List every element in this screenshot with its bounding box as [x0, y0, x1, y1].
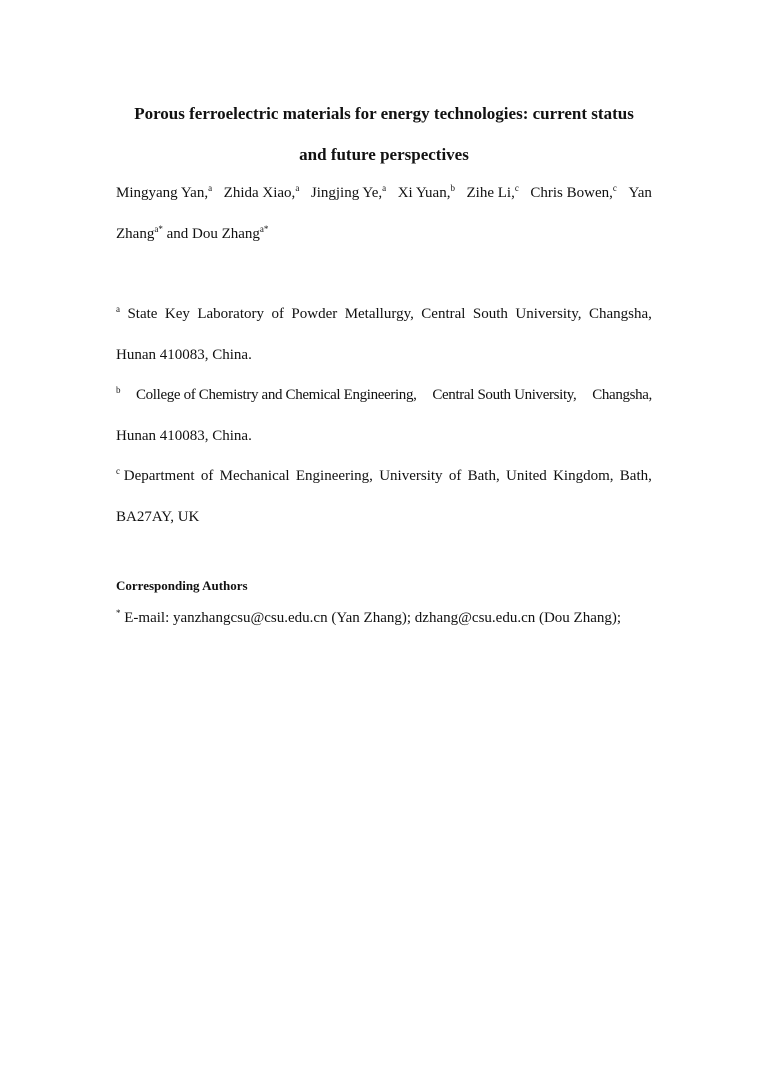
affiliation-a-word: Powder — [291, 306, 338, 322]
author-dou-zhang: and Dou Zhang$^{a*}$ — [166, 224, 269, 242]
corresponding-authors-heading: Corresponding Authors — [116, 578, 248, 593]
affiliation-a-word: University, — [515, 306, 582, 322]
affiliation-c-word: Bath, — [619, 468, 652, 484]
affiliation-c-line-1 — [116, 467, 652, 485]
corresponding-marker: * — [116, 608, 121, 618]
affiliation-c-word: of — [200, 468, 214, 484]
affiliation-a-word: of — [271, 306, 284, 322]
affiliation-b-marker: b — [116, 385, 121, 395]
affiliation-c-word: University — [379, 468, 443, 484]
affiliation-c-word: Bath, — [467, 468, 500, 484]
affiliation-c-word: of — [448, 468, 462, 484]
author-jingjing-ye: Jingjing Ye,$^a$ — [310, 183, 387, 201]
author-yan-zhang-last: Zhang$^{a*}$ — [116, 224, 163, 242]
affiliation-c-first-word: $^c$ Department — [116, 466, 195, 484]
corresponding-email-line — [116, 609, 652, 627]
author-zhida-xiao: Zhida Xiao,$^a$ — [223, 183, 300, 201]
author-xi-yuan: Xi Yuan,$^b$ — [397, 183, 455, 201]
affiliation-a-word: Changsha, — [588, 306, 652, 322]
affiliation-a-line-2: Hunan 410083, China. — [116, 347, 252, 363]
author-chris-bowen: Chris Bowen,$^c$ — [530, 183, 617, 201]
affiliation-c-word: Kingdom, — [553, 468, 614, 484]
author-mingyang-yan: Mingyang Yan,$^a$ — [116, 183, 213, 201]
affiliation-a-marker: a — [116, 304, 120, 314]
affiliation-a-word: Metallurgy, — [344, 306, 414, 322]
affiliation-a-word: Central — [421, 306, 466, 322]
affiliation-a-word: Laboratory — [197, 306, 264, 322]
affiliation-b-line-2: Hunan 410083, China. — [116, 428, 252, 444]
paper-title-line-1: Porous ferroelectric materials for energy technologies: current status — [134, 104, 634, 123]
affiliation-a-word: Key — [164, 306, 190, 322]
author-list-line-1 — [116, 184, 652, 202]
affiliation-a-line-1 — [116, 305, 652, 323]
affiliation-b-text: Central South University, — [432, 387, 577, 403]
affiliation-b-line-1 — [116, 386, 652, 404]
affiliation-b-text: College of Chemistry and Chemical Engineering, — [136, 387, 417, 403]
author-yan-zhang-first: Yan — [628, 185, 652, 201]
author-list-line-2 — [116, 225, 652, 243]
paper-title-line-2: and future perspectives — [299, 145, 469, 164]
affiliation-c-line-2: BA27AY, UK — [116, 509, 200, 525]
affiliation-a-word: State — [127, 306, 158, 322]
affiliation-c-word: United — [505, 468, 547, 484]
affiliation-b-text: Changsha, — [592, 387, 652, 403]
author-zihe-li: Zihe Li,$^c$ — [466, 183, 519, 201]
affiliation-c-word: Mechanical — [219, 468, 290, 484]
affiliation-c-word: Engineering, — [295, 468, 373, 484]
corresponding-email-text: E-mail: yanzhangcsu@csu.edu.cn (Yan Zhang); dzhang@csu.edu.cn (Dou Zhang); — [124, 610, 622, 626]
affiliation-a-word: South — [472, 306, 508, 322]
